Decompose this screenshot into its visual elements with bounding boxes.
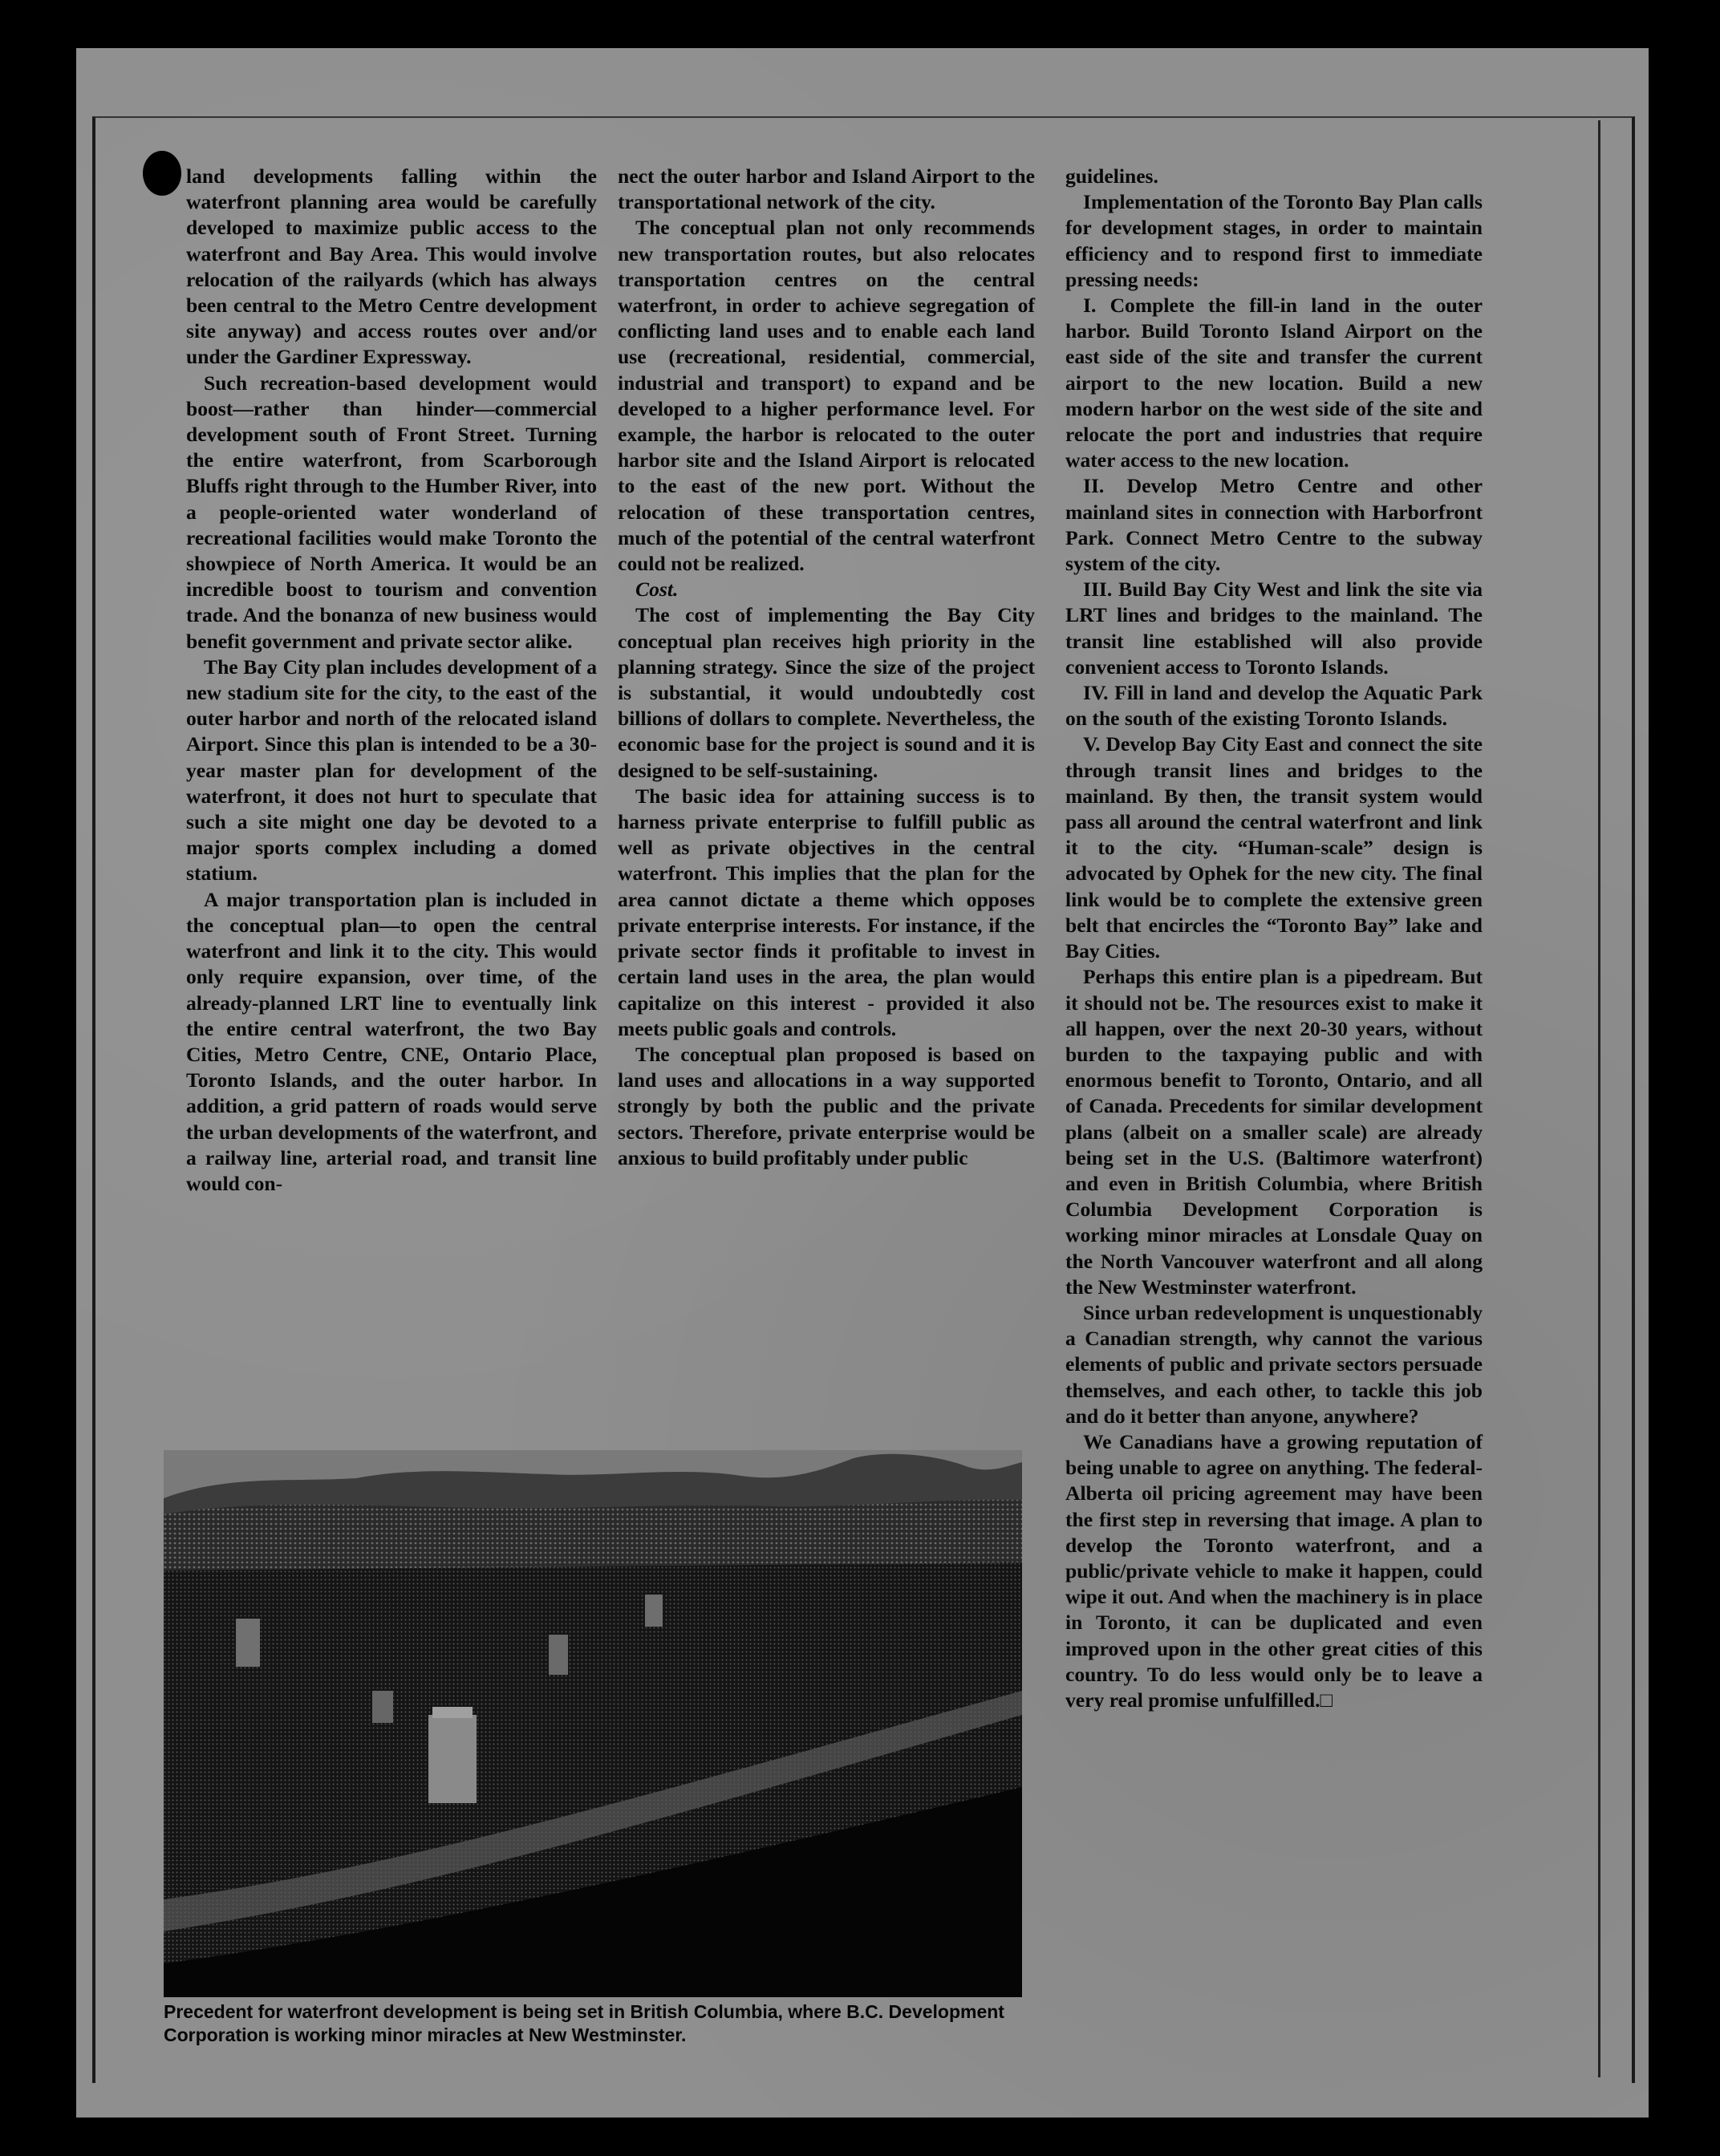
list-item: III. Build Bay City West and link the site via LRT lines and bridges to the mainland. The transit line established will also provide convenient access to Toronto Islands. xyxy=(1065,578,1483,679)
article-column-3 xyxy=(1065,164,1483,1713)
paragraph: Such recreation-based development would boost—rather than hinder—commercial development south of Front Street. Turning the entire waterfront, from Scarborough Bluffs right through to the Humber River, into a people-oriented water wonderland of recreational facilities would make Toronto the showpiece of North America. It would be an incredible boost to tourism and convention trade. And the bonanza of new business would benefit government and private sector alike. xyxy=(186,371,597,653)
waterfront-photo xyxy=(164,1450,1022,1997)
column-rule xyxy=(1598,120,1600,2077)
paragraph: We Canadians have a growing reputation of being unable to agree on anything. The federal-Alberta oil pricing agreement may have been the first step in reversing that image. A plan to develop the Toronto waterfront, and a public/private vehicle to make it happen, could wipe it out. And when the machinery is in place in Toronto, it can be duplicated and even improved upon in the other great cities of this country. To do less would only be to leave a very real promise unfulfilled.□ xyxy=(1065,1429,1483,1712)
paragraph: Since urban redevelopment is unquestionably a Canadian strength, why cannot the various elements of public and private sectors persuade themselves, and each other, to tackle this job and do it better than anyone, anywhere? xyxy=(1065,1300,1483,1428)
list-item: I. Complete the fill-in land in the outer harbor. Build Toronto Island Airport on the east side of the site and transfer the current airport to the new location. Build a new modern harbor on the west side of the site and relocate the port and industries that require water access to the new location. xyxy=(1065,294,1483,472)
paragraph: The conceptual plan not only recommends new transportation routes, but also relocates transportation centres on the central waterfront, in order to achieve segregation of conflicting land uses and to enable each land use (recreational, residential, commercial, industrial and transport) to expand and be developed to a higher performance level. For example, the harbor is relocated to the outer harbor site and the Island Airport is relocated to the east of the new port. Without the relocation of these transportation centres, much of the potential of the central waterfront could not be realized. xyxy=(618,216,1035,576)
paragraph: The Bay City plan includes development of a new stadium site for the city, to the east of the outer harbor and north of the relocated island Airport. Since this plan is intended to be a 30-year master plan for development of the waterfront, it does not hurt to speculate that such a site might one day be devoted to a major sports complex including a domed statium. xyxy=(186,654,597,886)
paragraph: A major transportation plan is included in the conceptual plan—to open the central waterfront and link it to the city. This would only require expansion, over time, of the already-planned LRT line to eventually link the entire central waterfront, the two Bay Cities, Metro Centre, CNE, Ontario Place, Toronto Islands, and the outer harbor. In addition, a grid pattern of roads would serve the urban developments of the waterfront, and a railway line, arterial road, and transit line would con- xyxy=(186,887,597,1195)
paragraph: The conceptual plan proposed is based on land uses and allocations in a way supported strongly by both the public and the private sectors. Therefore, private enterprise would be anxious to build profitably under public xyxy=(618,1042,1035,1169)
paragraph: land developments falling within the waterfront planning area would be carefully developed to maximize public access to the waterfront and Bay Area. This would involve relocation of the railyards (which has always been central to the Metro Centre development site anyway) and access routes over and/or under the Gardiner Expressway. xyxy=(186,164,597,369)
paragraph: guidelines. xyxy=(1065,164,1158,188)
article-column-1 xyxy=(186,164,597,1197)
paragraph: nect the outer harbor and Island Airport to the transportational network of the city. xyxy=(618,164,1035,214)
paragraph: The basic idea for attaining success is to harness private enterprise to fulfill public as well as private objectives in the central waterfront. This implies that the plan for the area cannot dictate a theme which opposes private enterprise interests. For instance, if the private sector finds it profitable to invest in certain land uses in the area, the plan would capitalize on this interest - provided it also meets public goals and controls. xyxy=(618,784,1035,1040)
list-item: V. Develop Bay City East and connect the site through transit lines and bridges to the mainland. By then, the transit system would pass all around the central waterfront and link it to the city. “Human-scale” design is advocated by Ophek for the new city. The final link would be to complete the extensive green belt that encircles the “Toronto Bay” lake and Bay Cities. xyxy=(1065,732,1483,963)
article-column-2 xyxy=(618,164,1035,1171)
subheading-cost: Cost. xyxy=(635,578,679,602)
photo-caption: Precedent for waterfront development is being set in British Columbia, where B.C. Development Corporation is working minor miracles at New Westminster. xyxy=(164,2001,1004,2045)
list-item: II. Develop Metro Centre and other mainland sites in connection with Harborfront Park. Connect Metro Centre to the subway system of the city. xyxy=(1065,474,1483,576)
paragraph: Perhaps this entire plan is a pipedream. But it should not be. The resources exist to make it all happen, over the next 20-30 years, without burden to the taxpaying public and with enormous benefit to Toronto, Ontario, and all of Canada. Precedents for similar development plans (albeit on a smaller scale) are already being set in the U.S. (Baltimore waterfront) and even in British Columbia, where British Columbia Development Corporation is working minor miracles at Lonsdale Quay on the North Vancouver waterfront and all along the New Westminster waterfront. xyxy=(1065,965,1483,1299)
list-item: IV. Fill in land and develop the Aquatic Park on the south of the existing Toronto Islands. xyxy=(1065,681,1483,731)
paragraph: Implementation of the Toronto Bay Plan calls for development stages, in order to maintain efficiency and to respond first to immediate pressing needs: xyxy=(1065,190,1483,291)
punch-hole xyxy=(143,151,181,196)
paragraph: The cost of implementing the Bay City conceptual plan receives high priority in the planning strategy. Since the size of the project is substantial, it would undoubtedly cost billions of dollars to complete. Nevertheless, the economic base for the project is sound and it is designed to be self-sustaining. xyxy=(618,603,1035,782)
